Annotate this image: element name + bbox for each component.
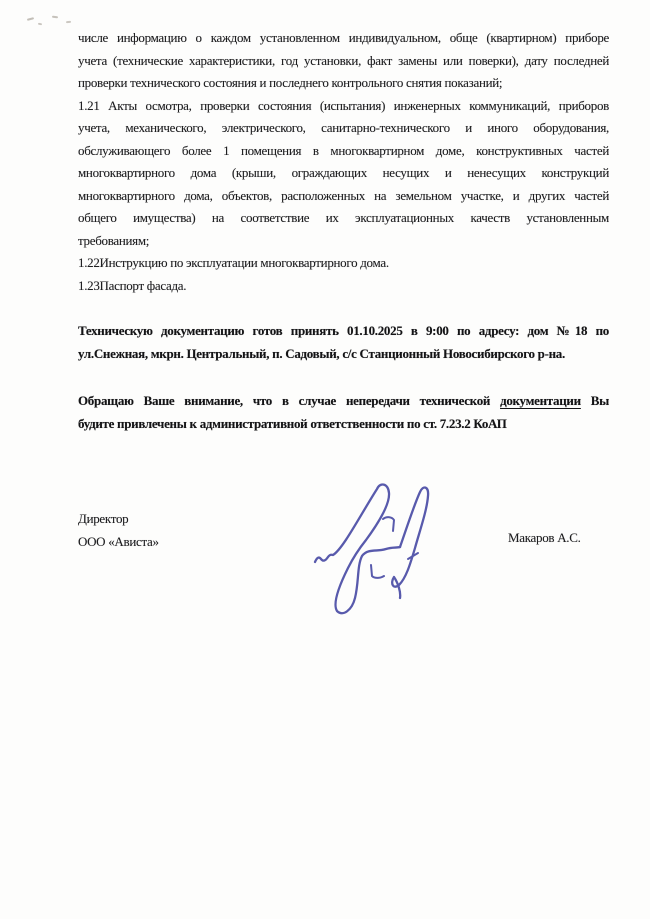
text-line: проверки технического состояния и последнего контрольного снятия показаний; (78, 75, 503, 90)
text-line: требованиям; (78, 232, 150, 248)
paragraph-1-22: 1.22Инструкцию по эксплуатации многоквартирного дома. (78, 255, 389, 270)
text-line (78, 390, 609, 413)
text-line: числе информацию о каждом установленном индивидуальном, обще (квартирном) приборе (78, 30, 609, 45)
text-line: многоквартирного дома, объектов, расположенных на земельном участке, и других частей (78, 187, 609, 203)
pencil-mark (27, 17, 34, 21)
signature-ink (303, 466, 438, 618)
paragraph-liability-warning (78, 390, 609, 435)
text-line: Техническую документацию готов принять 01.10.2025 в 9:00 по адресу: дом №18 по (78, 323, 609, 338)
paragraph-1-21 (78, 95, 609, 253)
underlined-word: документации (500, 393, 581, 408)
signer-title: Директор (78, 511, 129, 526)
paragraph-handover-notice (78, 320, 609, 365)
signer-organization: ООО «Ависта» (78, 533, 159, 549)
signer-name: Макаров А.С. (508, 530, 581, 545)
warning-text-after: Вы (580, 393, 609, 408)
text-line: 1.21 Акты осмотра, проверки состояния (испытания) инженерных коммуникаций, приборов (78, 97, 609, 113)
text-line: обслуживающего более 1 помещения в многоквартирном доме, конструктивных частей (78, 142, 609, 158)
text-line: ул.Снежная, мкрн. Центральный, п. Садовый, с/с Станционный Новосибирского р-на. (78, 345, 565, 361)
pencil-mark (38, 23, 42, 26)
text-line: учета (технические характеристики, год установки, факт замены или поверки), дату последней (78, 52, 609, 68)
text-line: будите привлечены к административной ответственности по ст. 7.23.2 КоАП (78, 415, 507, 431)
paragraph-1-23: 1.23Паспорт фасада. (78, 277, 187, 293)
text-line: учета, механического, электрического, санитарно-технического и иного оборудования, (78, 120, 609, 135)
pencil-mark (52, 16, 58, 19)
warning-text-before: Обращаю Ваше внимание, что в случае непередачи технической (78, 393, 501, 408)
text-line: многоквартирного дома (крыши, ограждающих несущих и ненесущих конструкций (78, 165, 609, 180)
text-line: общего имущества) на соответствие их эксплуатационных качеств установленным (78, 210, 609, 225)
paragraph-meter-info (78, 27, 609, 95)
pencil-mark (66, 21, 71, 23)
